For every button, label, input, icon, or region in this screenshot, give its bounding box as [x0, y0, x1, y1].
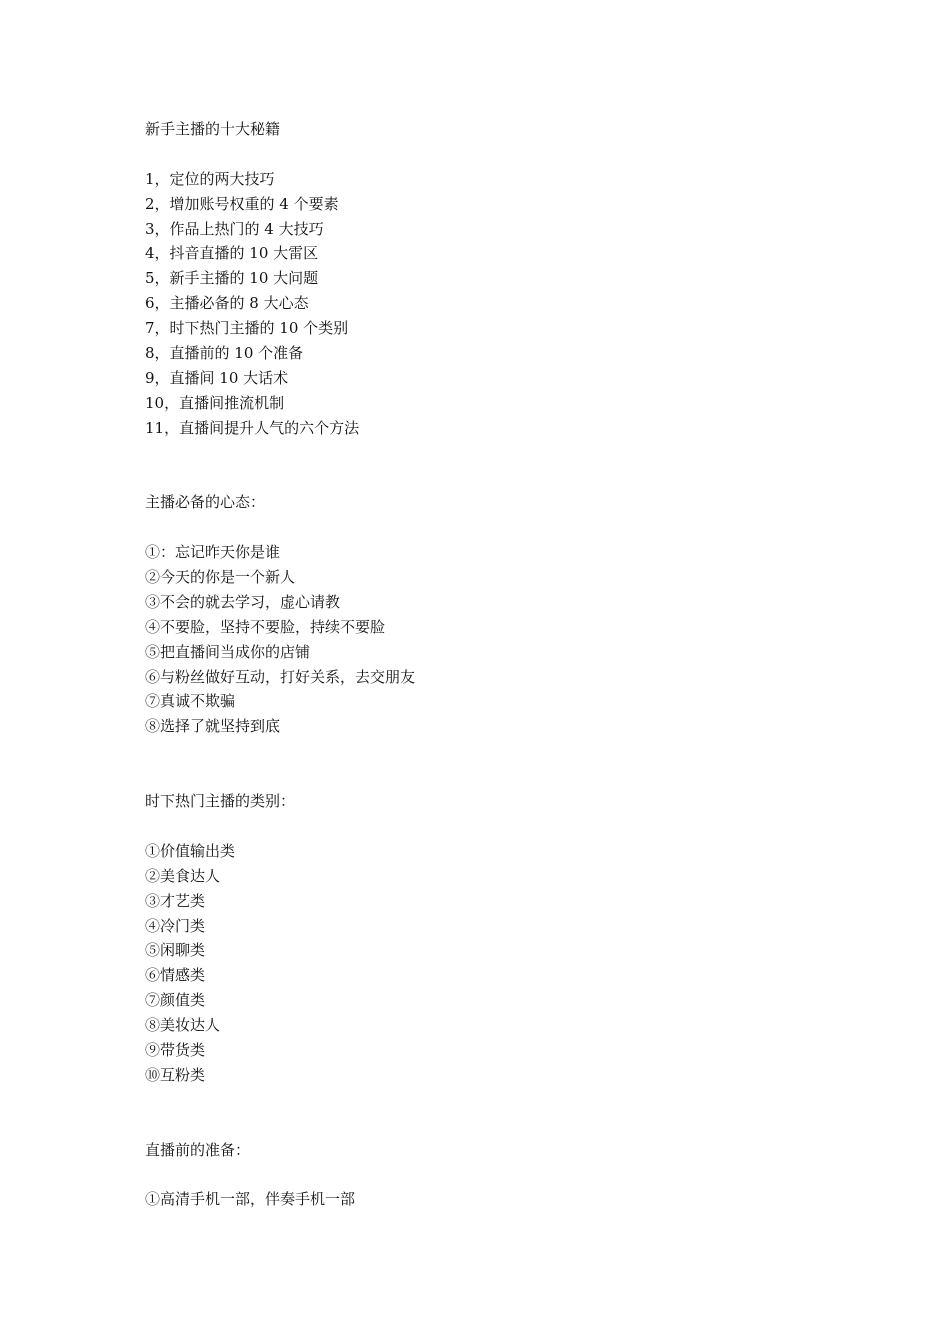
list-item: ⑤把直播间当成你的店铺: [145, 642, 311, 661]
toc-item: 9，直播间 10 大话术: [145, 368, 289, 387]
list-item: ①高清手机一部，伴奏手机一部: [145, 1190, 356, 1209]
mindset-section: [145, 490, 845, 739]
spacer: [145, 764, 845, 789]
spacer: [145, 1113, 845, 1138]
section-heading: 直播前的准备：: [145, 1140, 251, 1159]
list-item: ⑧美妆达人: [145, 1016, 221, 1035]
spacer: [145, 465, 845, 490]
list-item: ②美食达人: [145, 866, 221, 885]
list-item: ⑥与粉丝做好互动，打好关系，去交朋友: [145, 667, 416, 686]
document-body: [145, 117, 845, 1212]
toc-item: 5，新手主播的 10 大问题: [145, 269, 319, 288]
toc-item: 11，直播间提升人气的六个方法: [145, 418, 360, 437]
list-item: ③不会的就去学习，虚心请教: [145, 592, 341, 611]
list-item: ③才艺类: [145, 891, 206, 910]
spacer: [145, 739, 845, 764]
toc-list: [145, 167, 845, 441]
section-heading: 时下热门主播的类别：: [145, 792, 296, 811]
document-title: 新手主播的十大秘籍: [145, 120, 281, 138]
toc-item: 10，直播间推流机制: [145, 393, 285, 412]
list-item: ⑦真诚不欺骗: [145, 692, 236, 711]
list-item: ⑨带货类: [145, 1040, 206, 1059]
toc-item: 8，直播前的 10 个准备: [145, 344, 304, 363]
list-item: ⑦颜值类: [145, 991, 206, 1010]
list-item: ①：忘记昨天你是谁: [145, 543, 281, 562]
spacer: [145, 1162, 845, 1187]
toc-item: 7，时下热门主播的 10 个类别: [145, 319, 349, 338]
list-item: ⑧选择了就坚持到底: [145, 717, 281, 736]
toc-item: 4，抖音直播的 10 大雷区: [145, 244, 319, 263]
spacer: [145, 515, 845, 540]
spacer: [145, 814, 845, 839]
list-item: ⑤闲聊类: [145, 941, 206, 960]
toc-item: 6，主播必备的 8 大心态: [145, 294, 309, 313]
toc-item: 3，作品上热门的 4 大技巧: [145, 219, 324, 238]
toc-item: 2，增加账号权重的 4 个要素: [145, 194, 339, 213]
list-item: ⑥情感类: [145, 966, 206, 985]
list-item: ⑩互粉类: [145, 1065, 206, 1084]
list-item: ④不要脸，坚持不要脸，持续不要脸: [145, 617, 386, 636]
spacer: [145, 142, 845, 167]
list-item: ①价值输出类: [145, 841, 236, 860]
spacer: [145, 441, 845, 466]
categories-section: [145, 789, 845, 1088]
list-item: ②今天的你是一个新人: [145, 568, 296, 587]
section-heading: 主播必备的心态：: [145, 493, 266, 512]
toc-item: 1，定位的两大技巧: [145, 169, 275, 188]
spacer: [145, 1088, 845, 1113]
preparation-section: [145, 1138, 845, 1213]
list-item: ④冷门类: [145, 916, 206, 935]
